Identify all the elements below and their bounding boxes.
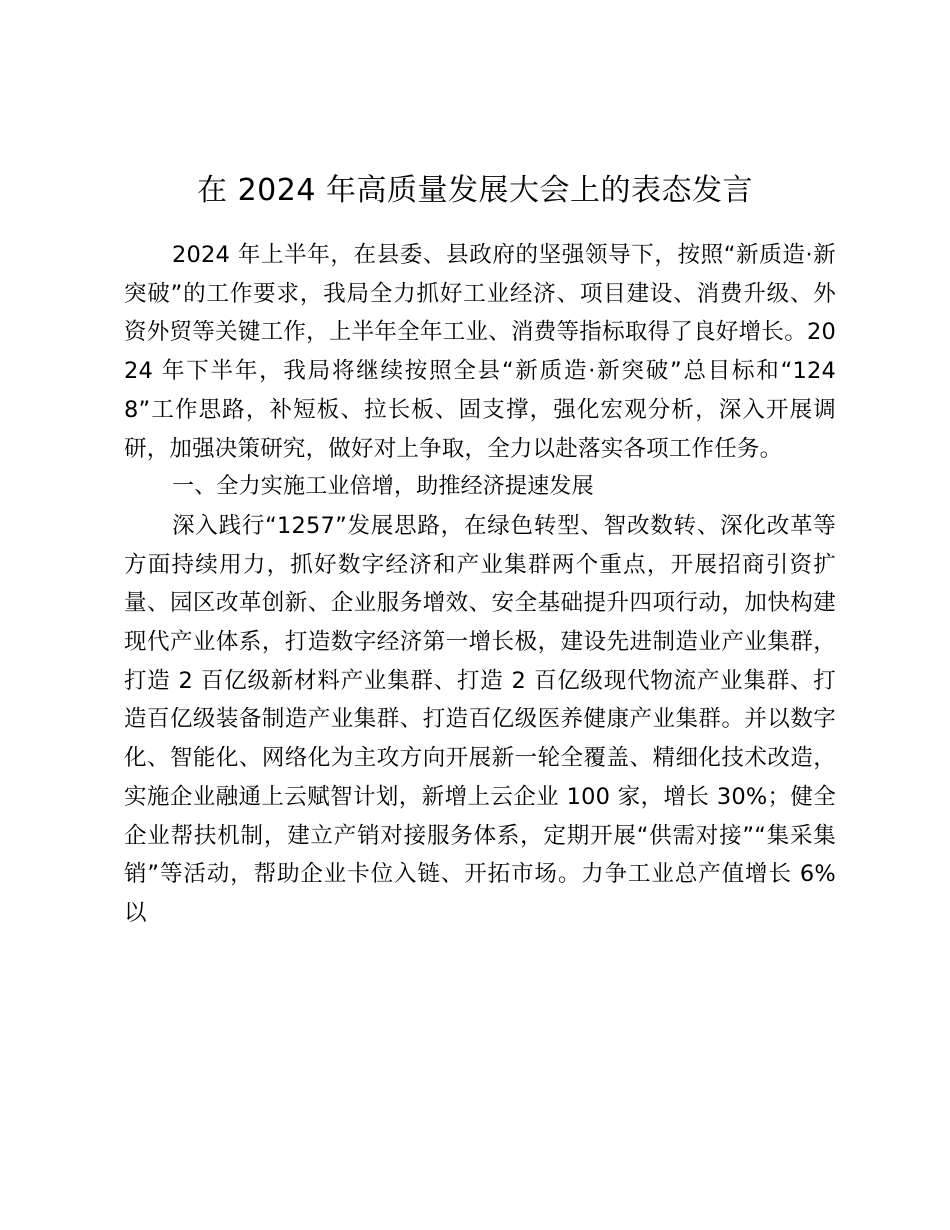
intro-paragraph: 2024 年上半年，在县委、县政府的坚强领导下，按照“新质造·新突破”的工作要求，我局全力抓好工业经济、项目建设、消费升级、外资外贸等关键工作，上半年全年工业、消费等指标取得了良好增长。2024 年下半年，我局将继续按照全县“新质造·新突破”总目标和“1248”工作思路，补短板、拉长板、固支撑，强化宏观分析，深入开展调研，加强决策研究，做好对上争取，全力以赴落实各项工作任务。 bbox=[124, 242, 836, 462]
document-body bbox=[124, 236, 836, 933]
section-heading-1: 一、全力实施工业倍增，助推经济提速发展 bbox=[172, 474, 594, 500]
section-1-paragraph: 深入践行“1257”发展思路，在绿色转型、智改数转、深化改革等方面持续用力，抓好数字经济和产业集群两个重点，开展招商引资扩量、园区改革创新、企业服务增效、安全基础提升四项行动，加快构建现代产业体系，打造数字经济第一增长极，建设先进制造业产业集群，打造 2 百亿级新材料产业集群、打造 2 百亿级现代物流产业集群、打造百亿级装备制造产业集群、打造百亿级医养健康产业集群。并以数字化、智能化、网络化为主攻方向开展新一轮全覆盖、精细化技术改造，实施企业融通上云赋智计划，新增上云企业 100 家，增长 30%；健全企业帮扶机制，建立产销对接服务体系，定期开展“供需对接”“集采集销”等活动，帮助企业卡位入链、开拓市场。力争工业总产值增长 6%以 bbox=[124, 512, 836, 926]
document-title: 在 2024 年高质量发展大会上的表态发言 bbox=[197, 173, 753, 208]
